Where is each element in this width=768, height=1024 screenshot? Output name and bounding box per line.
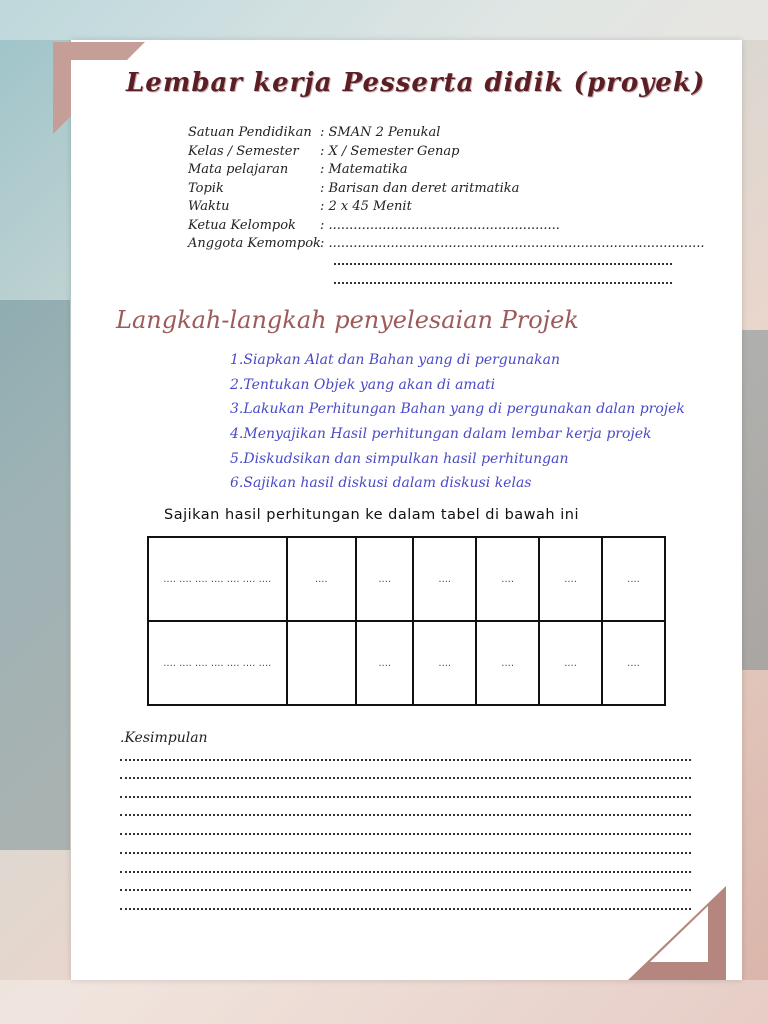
info-label: Satuan Pendidikan bbox=[188, 125, 312, 140]
info-row bbox=[188, 180, 705, 199]
member-blank-line[interactable] bbox=[334, 281, 672, 284]
table-cell[interactable]: .... bbox=[356, 621, 413, 705]
info-label: Ketua Kelompok bbox=[188, 217, 296, 233]
table-cell[interactable]: .... bbox=[413, 537, 476, 621]
table-cell[interactable]: .... .... .... .... .... .... .... bbox=[148, 621, 287, 705]
info-row bbox=[188, 217, 705, 236]
conclusion-line[interactable] bbox=[120, 795, 691, 798]
step-item: 2.Tentukan Objek yang akan di amati bbox=[230, 376, 496, 393]
info-value: : X / Semester Genap bbox=[320, 143, 460, 159]
info-value: : SMAN 2 Penukal bbox=[320, 125, 441, 140]
background-window bbox=[0, 300, 70, 850]
info-label: Mata pelajaran bbox=[188, 162, 289, 177]
info-value: : 2 x 45 Menit bbox=[320, 199, 412, 214]
conclusion-line[interactable] bbox=[120, 832, 691, 835]
info-label: Kelas / Semester bbox=[188, 143, 299, 159]
info-label: Waktu bbox=[188, 199, 230, 214]
table-cell[interactable]: .... .... .... .... .... .... .... bbox=[148, 537, 287, 621]
table-cell[interactable]: .... bbox=[413, 621, 476, 705]
info-row bbox=[188, 124, 705, 143]
step-item: 4.Menyajikan Hasil perhitungan dalam lembar kerja projek bbox=[230, 426, 652, 443]
conclusion-line[interactable] bbox=[120, 813, 691, 816]
info-block bbox=[188, 124, 705, 254]
step-item: 6.Sajikan hasil diskusi dalam diskusi kelas bbox=[230, 475, 532, 492]
table-cell[interactable]: .... bbox=[356, 537, 413, 621]
info-label: Topik bbox=[188, 180, 224, 196]
info-row bbox=[188, 143, 705, 162]
background-panel bbox=[0, 0, 768, 40]
background-window bbox=[742, 330, 768, 670]
table-cell[interactable]: .... bbox=[476, 537, 539, 621]
results-table bbox=[147, 536, 666, 706]
table-cell[interactable]: .... bbox=[602, 621, 665, 705]
conclusion-line[interactable] bbox=[120, 907, 691, 910]
info-row bbox=[188, 161, 705, 180]
table-cell[interactable]: .... bbox=[287, 537, 357, 621]
background-panel bbox=[0, 980, 768, 1024]
table-cell[interactable]: .... bbox=[602, 537, 665, 621]
worksheet-title: Lembar kerja Pesserta didik (proyek) bbox=[126, 68, 706, 98]
table-caption: Sajikan hasil perhitungan ke dalam tabel di bawah ini bbox=[164, 507, 579, 523]
step-item: 3.Lakukan Perhitungan Bahan yang di pergunakan dalan projek bbox=[230, 401, 685, 418]
conclusion-line[interactable] bbox=[120, 870, 691, 873]
table-cell[interactable]: .... bbox=[539, 621, 602, 705]
info-value: : ........................................................ bbox=[320, 217, 560, 233]
info-value: : Barisan dan deret aritmatika bbox=[320, 180, 520, 196]
conclusion-line[interactable] bbox=[120, 888, 691, 891]
conclusion-line[interactable] bbox=[120, 758, 691, 761]
table-cell[interactable]: .... bbox=[539, 537, 602, 621]
info-label: Anggota Kemompok bbox=[188, 236, 321, 251]
table-cell[interactable]: .... bbox=[476, 621, 539, 705]
step-item: 1.Siapkan Alat dan Bahan yang di pergunakan bbox=[230, 352, 560, 368]
info-value: : Matematika bbox=[320, 162, 408, 177]
step-item: 5.Diskudsikan dan simpulkan hasil perhitungan bbox=[230, 450, 569, 467]
conclusion-label: .Kesimpulan bbox=[120, 730, 208, 746]
corner-decoration-inner bbox=[650, 906, 708, 962]
conclusion-line[interactable] bbox=[120, 776, 691, 779]
steps-list bbox=[230, 348, 685, 496]
info-row bbox=[188, 198, 705, 217]
table-row bbox=[148, 537, 665, 621]
corner-decoration-inner bbox=[71, 60, 131, 120]
steps-heading: Langkah-langkah penyelesaian Projek bbox=[116, 306, 579, 334]
table-cell[interactable] bbox=[287, 621, 357, 705]
member-blank-line[interactable] bbox=[334, 262, 672, 265]
info-row bbox=[188, 235, 705, 254]
table-row bbox=[148, 621, 665, 705]
conclusion-line[interactable] bbox=[120, 851, 691, 854]
info-value: : ........................................................................................... bbox=[320, 236, 705, 251]
